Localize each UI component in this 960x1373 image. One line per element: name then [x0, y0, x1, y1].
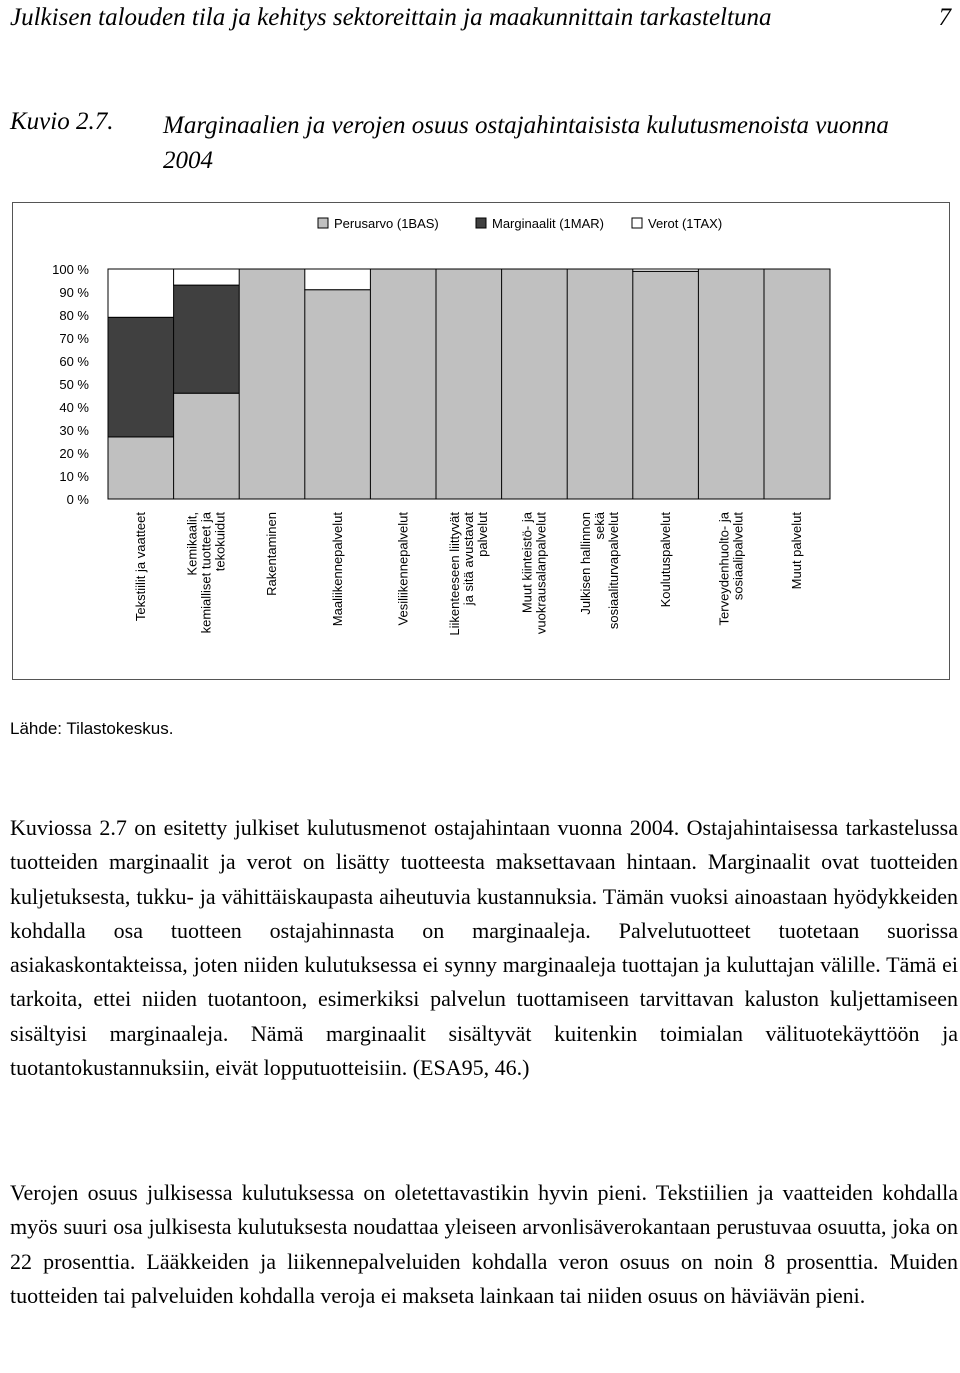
bar-segment [370, 269, 436, 499]
x-category-label: Muut palvelut [789, 512, 804, 590]
x-category-label: Kemikaalit, [184, 512, 200, 576]
x-category-label: Vesiliikennepalvelut [395, 512, 411, 626]
y-tick-label: 100 % [52, 262, 89, 277]
x-category-label: vuokrausalanpalvelut [533, 512, 549, 635]
x-category-label: ja sitä avustavat [461, 512, 476, 606]
legend-label: Verot (1TAX) [648, 216, 723, 231]
x-category-label: Koulutuspalvelut [657, 512, 673, 608]
figure-title: Marginaalien ja verojen osuus ostajahintaisista kulutusmenoista vuonna 2004 [163, 112, 889, 174]
bar-segment [305, 269, 371, 290]
bar-segment [764, 269, 830, 499]
x-category-label: Terveydenhuolto- ja [716, 512, 732, 626]
bar-segment [305, 290, 371, 499]
y-tick-label: 90 % [59, 285, 89, 300]
bar-segment [239, 269, 305, 499]
legend-label: Perusarvo (1BAS) [334, 216, 439, 231]
bar-segment [174, 393, 240, 499]
bar-segment [174, 269, 240, 285]
body-paragraph-1: Kuviossa 2.7 on esitetty julkiset kulutusmenot ostajahintaan vuonna 2004. Ostajahintaisessa tarkastelussa tuotteiden marginaalit ja verot on lisätty tuotteesta maksettavaan hintaan. Marginaalit ovat tuotteiden kuljetuksesta, tukku- ja vähittäiskaupasta aiheutuvia kustannuksia. Tämän vuoksi ainoastaan hyödykkeiden kohdalla osa tuotteen ostajahinnasta on marginaaleja. Palvelutuotteet tuotetaan suorissa asiakaskontakteissa, joten niiden kulutuksessa ei synny marginaaleja tuottajan ja kuluttajan välille. Tämä ei tarkoita, ettei niiden tuotantoon, esimerkiksi palvelun tuottamiseen tarvittavan kaluston kuljettamiseen sisältyisi marginaaleja. Nämä marginaalit sisältyvät kuitenkin toimialan välituotekäyttöön ja tuotantokustannuksiin, eivät lopputuotteisiin. (ESA95, 46.) [10, 815, 958, 1081]
x-category-label: Liikenteeseen liittyvät [447, 512, 462, 636]
legend-swatch [318, 218, 328, 228]
x-category-label: palvelut [475, 512, 490, 557]
x-category-label: sosiaalipalvelut [730, 512, 746, 601]
bar-segment [698, 269, 764, 499]
bar-segment [108, 269, 174, 317]
running-header [10, 4, 955, 36]
y-tick-label: 60 % [59, 354, 89, 369]
legend-swatch [476, 218, 486, 228]
y-tick-label: 20 % [59, 446, 89, 461]
y-tick-label: 30 % [59, 423, 89, 438]
x-category-label: tekokuidut [212, 512, 228, 572]
bar-segment [567, 269, 633, 499]
x-category-label: Julkisen hallinnon [578, 512, 594, 615]
bar-segment [108, 437, 174, 499]
x-category-label: Rakentaminen [264, 512, 280, 596]
y-tick-label: 10 % [59, 469, 89, 484]
y-tick-label: 0 % [66, 492, 89, 507]
bar-segment [633, 271, 699, 499]
y-tick-label: 80 % [59, 308, 89, 323]
y-tick-label: 70 % [59, 331, 89, 346]
bar-segment [502, 269, 568, 499]
x-category-label: Maaliikennepalvelut [329, 512, 345, 627]
bar-segment [633, 269, 699, 271]
body-paragraph-2: Verojen osuus julkisessa kulutuksessa on oletettavastikin hyvin pieni. Tekstiilien ja vaatteiden kohdalla myös suuri osa julkisesta kulutuksesta noudattaa yleiseen arvonlisäverokantaan perustuvaa osuutta, joka on 22 prosenttia. Lääkkeiden ja liikennepalveluiden kohdalla veron osuus on noin 8 prosenttia. Muiden tuotteiden tai palveluiden kohdalla veroja ei makseta lainkaan tai niiden osuus on häviävän pieni. [10, 1180, 958, 1308]
x-category-label: sekä [592, 512, 608, 540]
x-category-label: Tekstiilit ja vaatteet [133, 512, 148, 622]
page-number: 7 [938, 4, 951, 31]
x-category-label: sosiaaliturvapalvelut [606, 512, 622, 630]
y-tick-label: 50 % [59, 377, 89, 392]
figure-label: Kuvio 2.7. [10, 108, 114, 135]
bar-segment [174, 285, 240, 393]
chart-source: Lähde: Tilastokeskus. [10, 719, 174, 738]
x-category-label: Muut kiinteistö- ja [519, 512, 535, 614]
bar-segment [108, 317, 174, 437]
x-category-label: kemialliset tuotteet ja [198, 512, 214, 634]
running-header-title: Julkisen talouden tila ja kehitys sektoreittain ja maakunnittain tarkasteltuna [10, 4, 772, 31]
stacked-bar-chart [12, 202, 950, 680]
legend-swatch [632, 218, 642, 228]
bar-segment [436, 269, 502, 499]
legend-label: Marginaalit (1MAR) [492, 216, 604, 231]
y-tick-label: 40 % [59, 400, 89, 415]
